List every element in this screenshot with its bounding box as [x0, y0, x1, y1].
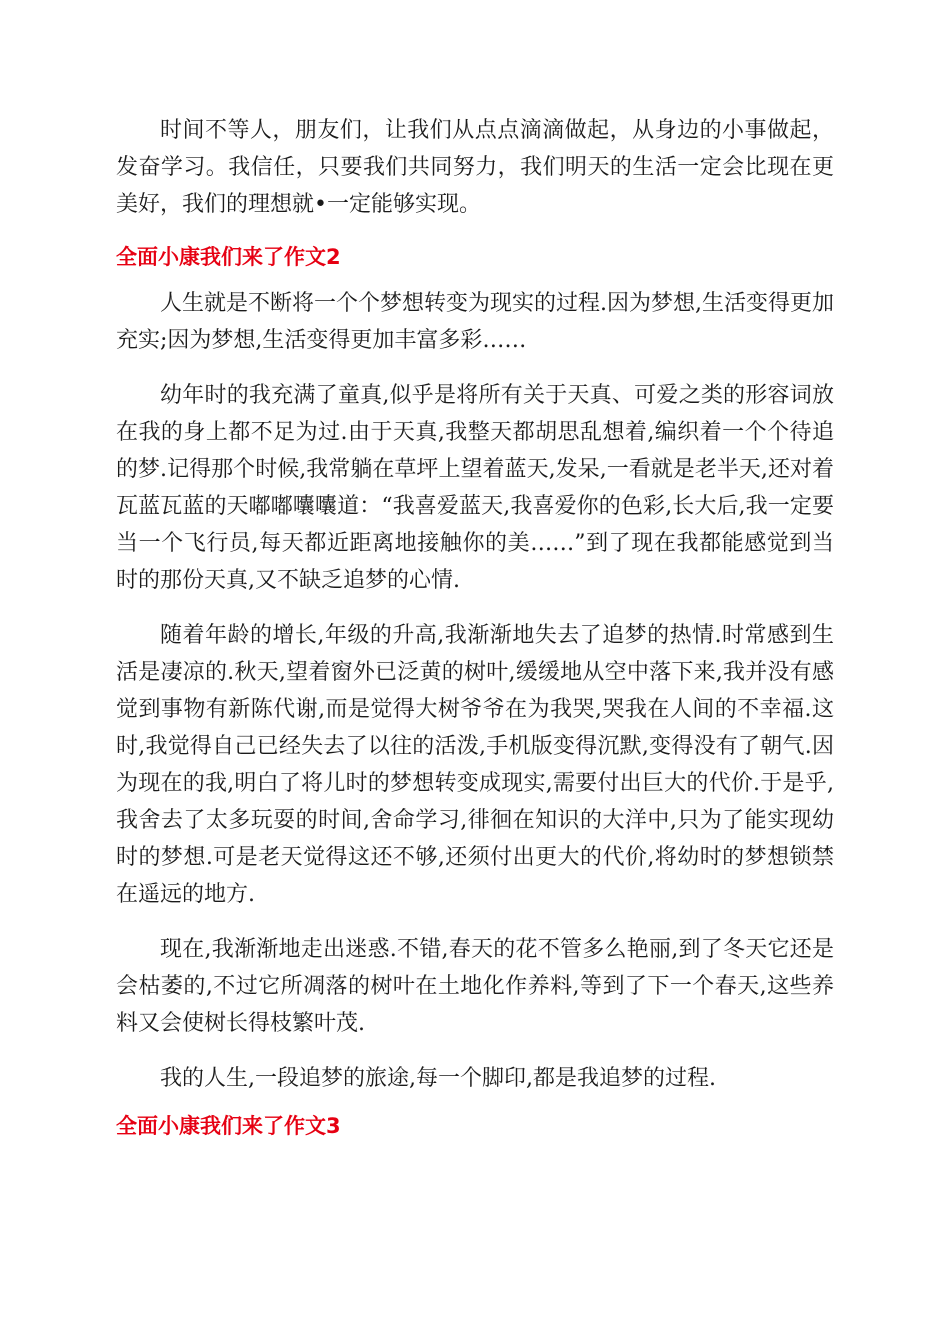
essay-2-paragraph-1: 人生就是不断将一个个梦想转变为现实的过程.因为梦想,生活变得更加充实;因为梦想,生活变得更加丰富多彩……	[116, 291, 834, 353]
document-page	[116, 112, 834, 1141]
essay-2-heading: 全面小康我们来了作文2	[116, 245, 341, 269]
intro-paragraph: 时间不等人，朋友们，让我们从点点滴滴做起，从身边的小事做起，发奋学习。我信任，只要我们共同努力，我们明天的生活一定会比现在更美好，我们的理想就•一定能够实现。	[116, 118, 834, 217]
essay-2-paragraph-4: 现在,我渐渐地走出迷惑.不错,春天的花不管多么艳丽,到了冬天它还是会枯萎的,不过它所凋落的树叶在土地化作养料,等到了下一个春天,这些养料又会使树长得枝繁叶茂.	[116, 937, 834, 1036]
essay-2-paragraph-2: 幼年时的我充满了童真,似乎是将所有关于天真、可爱之类的形容词放在我的身上都不足为过.由于天真,我整天都胡思乱想着,编织着一个个待追的梦.记得那个时候,我常躺在草坪上望着蓝天,发呆,一看就是老半天,还对着瓦蓝瓦蓝的天嘟嘟囔囔道：“我喜爱蓝天,我喜爱你的色彩,长大后,我一定要当一个飞行员,每天都近距离地接触你的美……”到了现在我都能感觉到当时的那份天真,又不缺乏追梦的心情.	[116, 383, 834, 593]
essay-2-paragraph-3: 随着年龄的增长,年级的升高,我渐渐地失去了追梦的热情.时常感到生活是凄凉的.秋天,望着窗外已泛黄的树叶,缓缓地从空中落下来,我并没有感觉到事物有新陈代谢,而是觉得大树爷爷在为我哭,哭我在人间的不幸福.这时,我觉得自己已经失去了以往的活泼,手机版变得沉默,变得没有了朝气.因为现在的我,明白了将儿时的梦想转变成现实,需要付出巨大的代价.于是乎,我舍去了太多玩耍的时间,舍命学习,徘徊在知识的大洋中,只为了能实现幼时的梦想.可是老天觉得这还不够,还须付出更大的代价,将幼时的梦想锁禁在遥远的地方.	[116, 623, 834, 907]
essay-2-paragraph-5: 我的人生,一段追梦的旅途,每一个脚印,都是我追梦的过程.	[160, 1066, 716, 1091]
essay-3-heading: 全面小康我们来了作文3	[116, 1114, 341, 1138]
